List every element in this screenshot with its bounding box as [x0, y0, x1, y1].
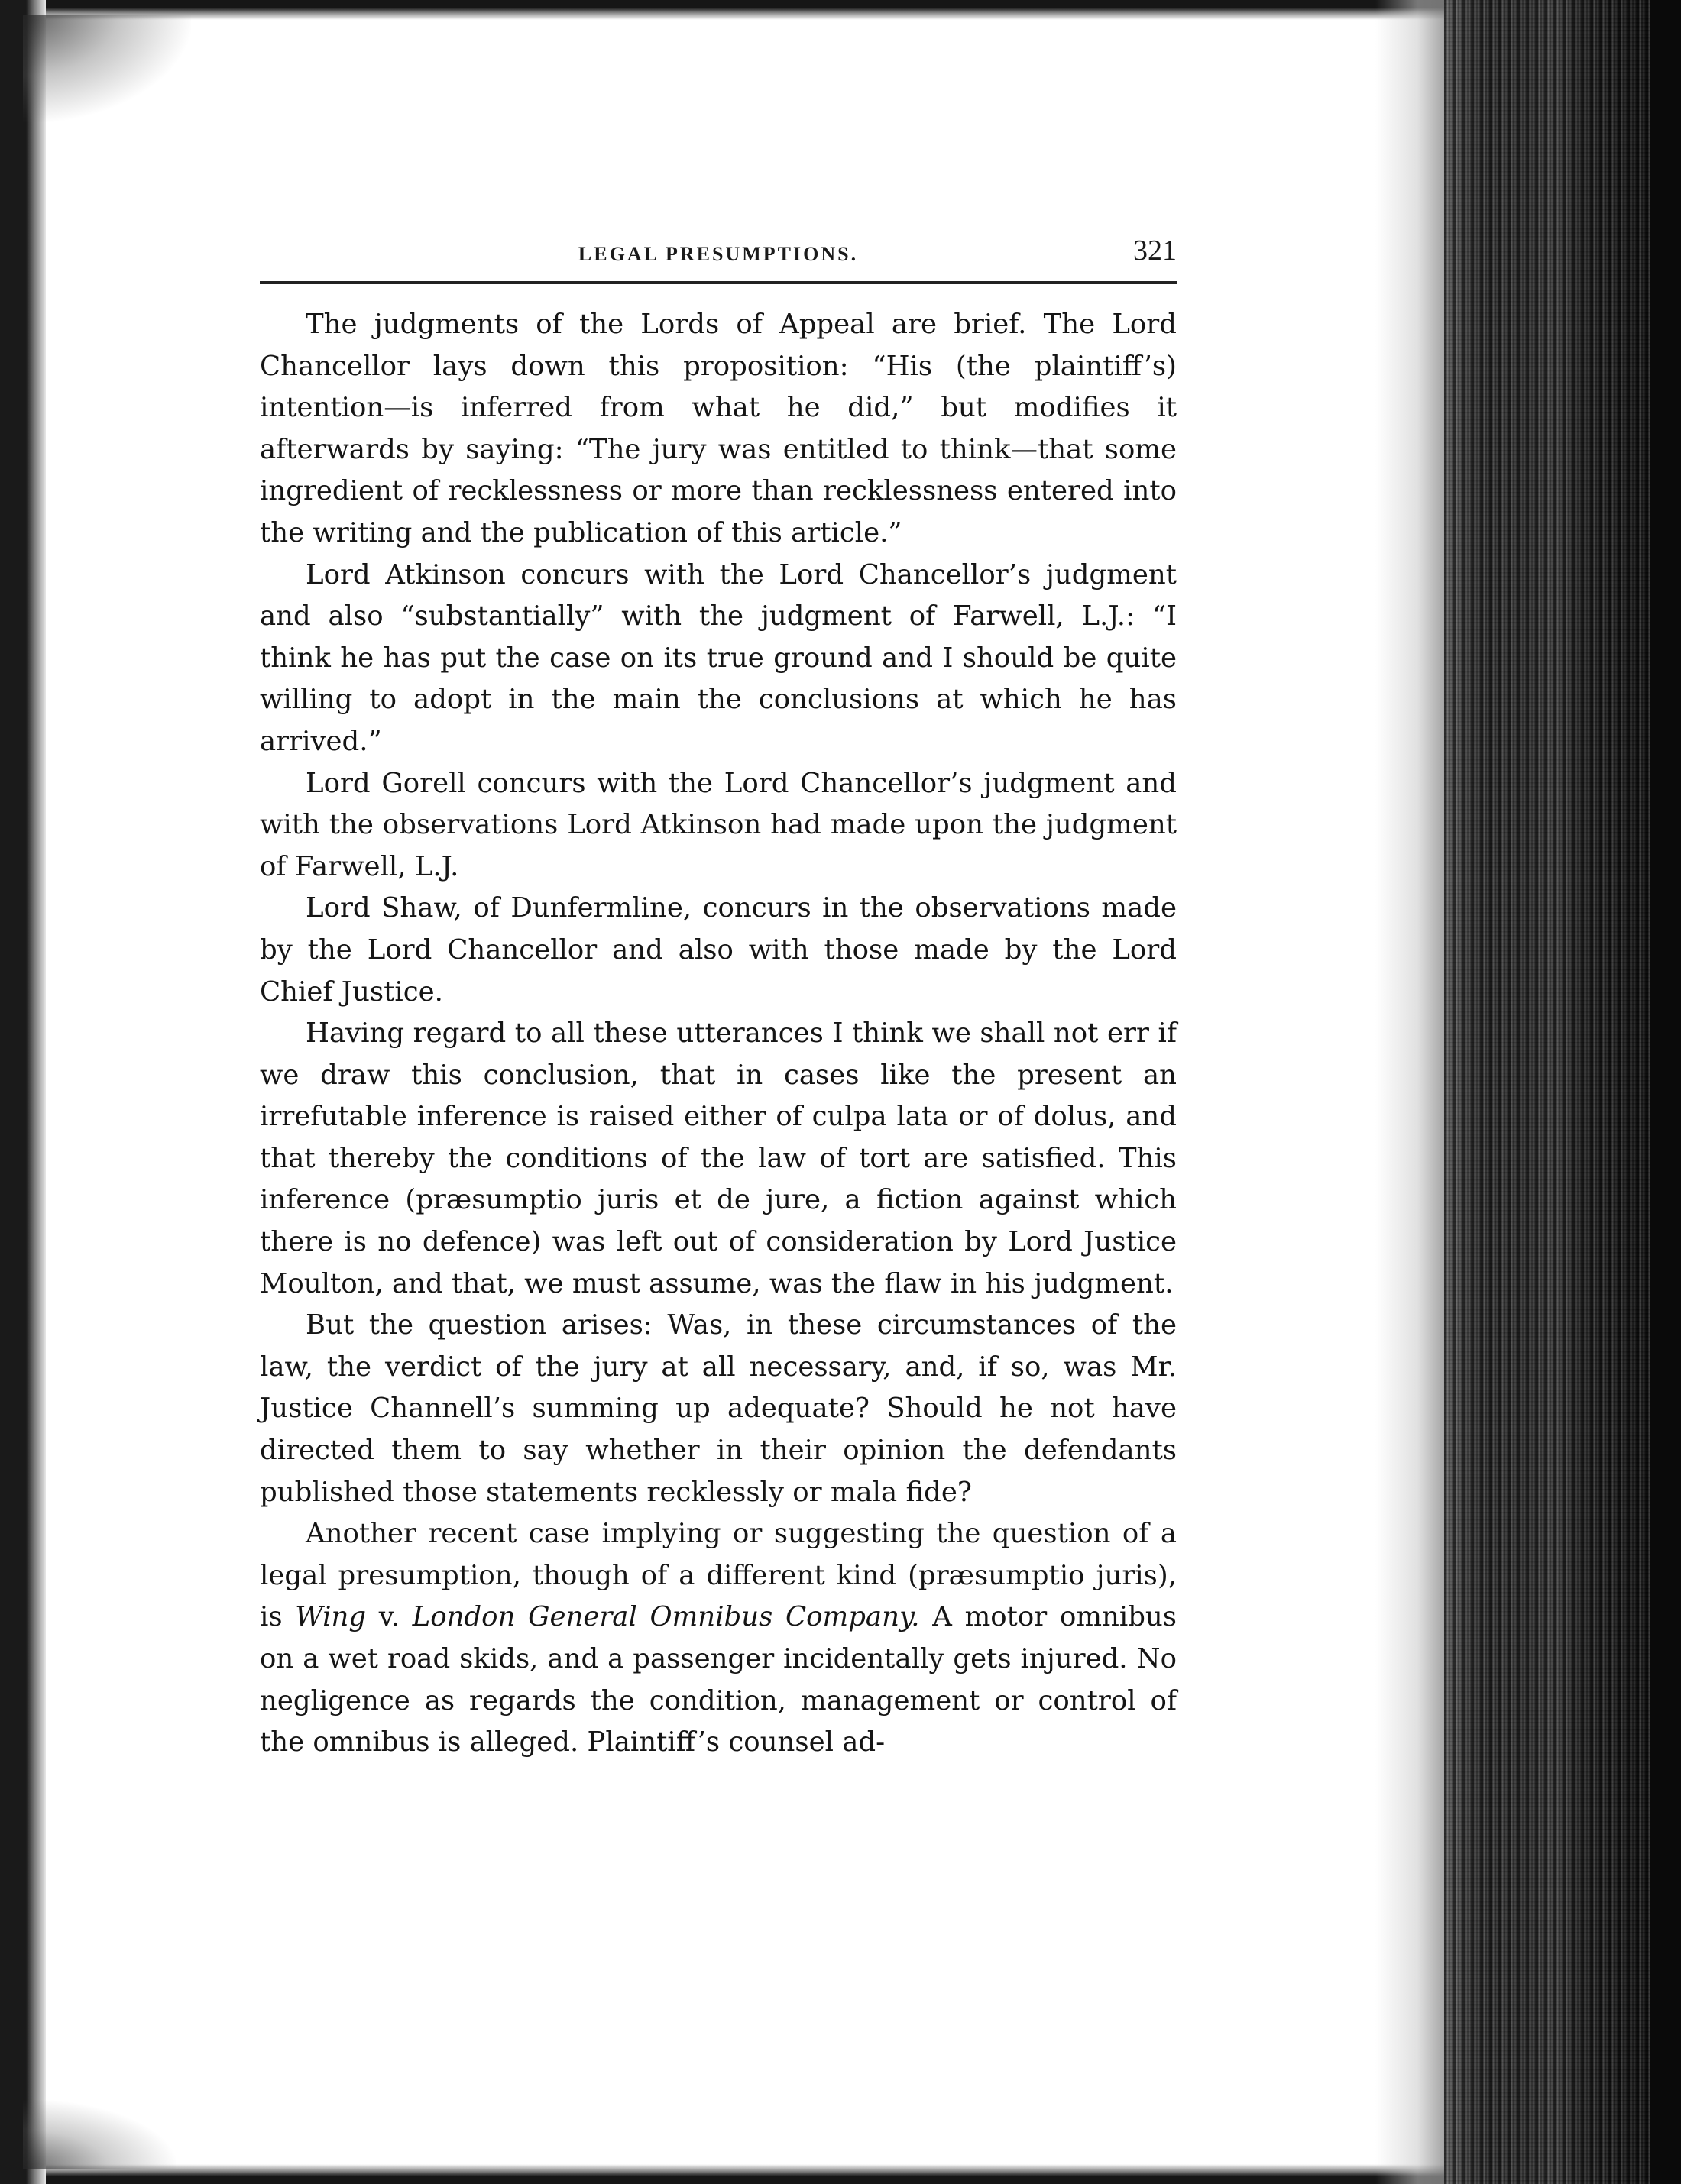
page-gutter-shadow [1375, 0, 1452, 2184]
paragraph-wing-case [260, 1513, 1177, 1764]
running-head [260, 229, 1177, 275]
paragraph-question: But the question arises: Was, in these circumstances of the law, the verdict of the jury at all necessary, and, if so, was Mr. Justice Channell’s summing up adequate? Should he not have directed them to say whether in their opinion the defendants published those statements recklessly or mala fide? [260, 1309, 1177, 1508]
wing-case-facts: A motor omnibus on a wet road skids, and a passenger incidentally gets injured. No negligence as regards the condition, management or control of the omnibus is alleged. Plaintiff’s counsel ad- [260, 1601, 1177, 1759]
page-number: 321 [1133, 235, 1177, 267]
scan-shadow-top-left [23, 15, 191, 122]
case-defendant-name: London General Omnibus Company. [412, 1601, 920, 1633]
paragraph-lords-of-appeal: The judgments of the Lords of Appeal are brief. The Lord Chancellor lays down this proposition: “His (the plaintiff’s) intention—is inferred from what he did,” but modifies it afterwards by saying: “The jury was entitled to think—that some ingredient of recklessness or more than recklessness entered into the writing and the publication of this article.” [260, 309, 1177, 548]
book-spine-edge [1650, 0, 1681, 2184]
case-plaintiff-name: Wing [295, 1601, 367, 1633]
running-title: LEGAL PRESUMPTIONS. [578, 243, 859, 265]
wing-case-intro: Another recent case implying or suggesting the question of a legal presumption, though of a different kind (præsumptio juris), is [260, 1518, 1177, 1633]
paragraph-lord-shaw: Lord Shaw, of Dunfermline, concurs in the observations made by the Lord Chancellor and also with those made by the Lord Chief Justice. [260, 892, 1177, 1008]
book-spine [1444, 0, 1681, 2184]
body-text [260, 304, 1177, 1764]
book-page [260, 229, 1177, 1764]
paragraph-lord-gorell: Lord Gorell concurs with the Lord Chancellor’s judgment and with the observations Lord Atkinson had made upon the judgment of Farwell, L.J. [260, 767, 1177, 882]
header-rule [260, 281, 1177, 284]
paragraph-conclusion: Having regard to all these utterances I think we shall not err if we draw this conclusion, that in cases like the present an irrefutable inference is raised either of culpa lata or of dolus, and that thereby the conditions of the law of tort are satisfied. This inference (præsumptio juris et de jure, a fiction against which there is no defence) was left out of consideration by Lord Justice Moulton, and that, we must assume, was the flaw in his judgment. [260, 1018, 1177, 1299]
scan-shadow-bottom-left [23, 2100, 176, 2169]
paragraph-lord-atkinson: Lord Atkinson concurs with the Lord Chancellor’s judgment and also “substantially” with the judgment of Farwell, L.J.: “I think he has put the case on its true ground and I should be quite willing to adopt in the main the conclusions at which he has arrived.” [260, 558, 1177, 757]
case-versus: v. [366, 1601, 413, 1633]
scan-left-edge [0, 0, 46, 2184]
